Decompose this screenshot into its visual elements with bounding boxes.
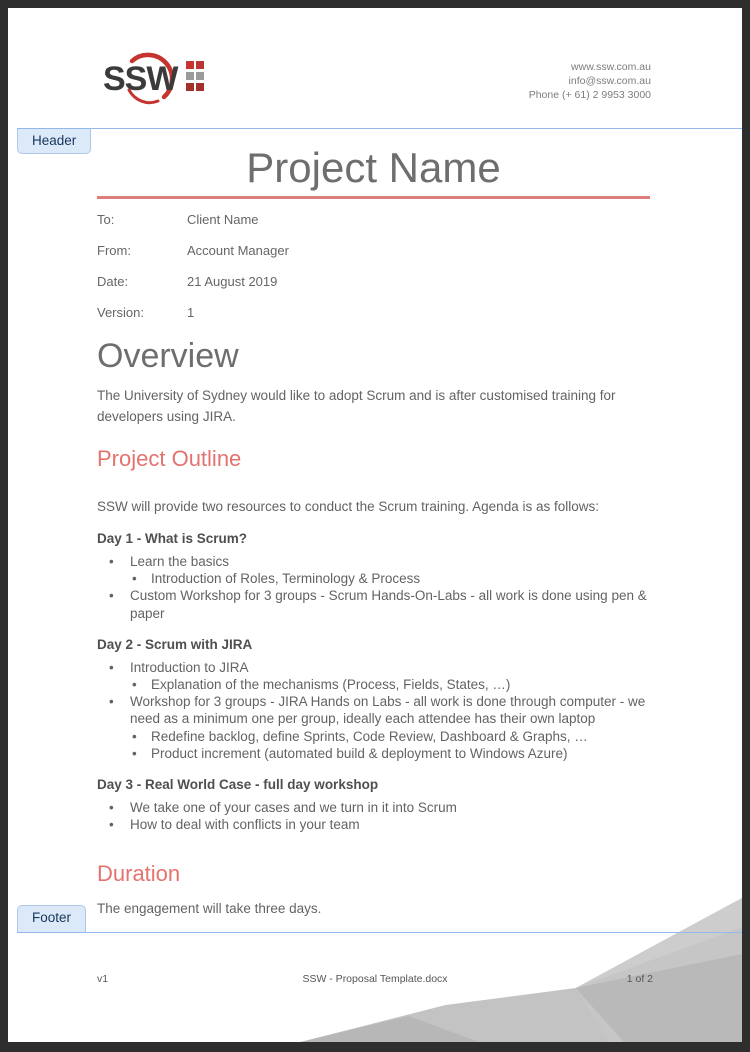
- bullet-item: [109, 553, 650, 570]
- bullet-item: [132, 676, 650, 693]
- bullet-text: Explanation of the mechanisms (Process, Fields, States, …): [151, 677, 511, 693]
- bullet-item: [132, 728, 650, 745]
- bullet-text: Introduction to JIRA: [130, 659, 249, 675]
- title-double-rule: [97, 196, 650, 199]
- meta-row-to: [97, 212, 650, 228]
- meta-label: Date:: [97, 274, 129, 289]
- day-title: Day 3 - Real World Case - full day workshop: [97, 777, 379, 793]
- contact-email: info@ssw.com.au: [568, 75, 651, 87]
- footer-region-tab[interactable]: Footer: [17, 905, 86, 932]
- document-page: [8, 8, 742, 1042]
- bullet-item: [132, 745, 650, 762]
- bullet-item: [109, 816, 650, 833]
- footer-version: v1: [97, 973, 109, 985]
- page-title: Project Name: [246, 144, 501, 191]
- meta-label: From:: [97, 243, 131, 258]
- ssw-logo: [98, 46, 210, 108]
- day-block: [97, 530, 650, 622]
- day-title: Day 1 - What is Scrum?: [97, 531, 248, 546]
- day-block: [97, 636, 650, 762]
- bullet-icon: •: [132, 677, 137, 693]
- bullet-item: [132, 570, 650, 587]
- bullet-item: [109, 587, 650, 621]
- bullet-text: Custom Workshop for 3 groups - Scrum Hands-On-Labs - all work is done using pen & paper: [130, 588, 647, 621]
- bullet-text: Product increment (automated build & deployment to Windows Azure): [151, 745, 568, 761]
- bullet-text: We take one of your cases and we turn in it into Scrum: [130, 800, 457, 816]
- header-boundary-line: [17, 128, 742, 129]
- overview-heading: Overview: [97, 337, 239, 375]
- bullet-text: Workshop for 3 groups - JIRA Hands on Labs - all work is done through computer - we need as a minimum one per group, ideally each attendee has their own laptop: [130, 694, 646, 727]
- meta-row-version: [97, 305, 650, 321]
- contact-website: www.ssw.com.au: [571, 61, 651, 73]
- project-outline-intro: SSW will provide two resources to conduct the Scrum training. Agenda is as follows:: [97, 499, 599, 514]
- day-block: [97, 776, 650, 833]
- bullet-icon: •: [109, 588, 114, 604]
- document-content: [97, 142, 650, 919]
- bullet-icon: •: [109, 659, 114, 675]
- footer-boundary-line: [17, 932, 742, 933]
- ssw-logo-icon: [98, 46, 210, 108]
- footer-page-number: 1 of 2: [626, 973, 653, 985]
- bullet-icon: •: [109, 817, 114, 833]
- footer-row: [8, 973, 742, 989]
- meta-row-date: [97, 274, 650, 290]
- bullet-text: Introduction of Roles, Terminology & Process: [151, 571, 421, 587]
- bullet-icon: •: [132, 571, 137, 587]
- bullet-list: [97, 659, 650, 762]
- meta-value: Client Name: [187, 212, 259, 227]
- bullet-text: Learn the basics: [130, 554, 230, 569]
- contact-phone: Phone (+ 61) 2 9953 3000: [528, 89, 651, 101]
- meta-label: Version:: [97, 305, 144, 320]
- days-container: [97, 530, 650, 833]
- bullet-item: [109, 693, 650, 727]
- bullet-icon: •: [109, 694, 114, 710]
- meta-row-from: [97, 243, 650, 259]
- bullet-text: Redefine backlog, define Sprints, Code Review, Dashboard & Graphs, …: [151, 728, 588, 744]
- bullet-icon: •: [109, 554, 114, 569]
- contact-block: [529, 60, 651, 102]
- footer-filename: SSW - Proposal Template.docx: [302, 973, 448, 985]
- bullet-text: How to deal with conflicts in your team: [130, 817, 360, 833]
- bullet-icon: •: [132, 728, 137, 744]
- meta-value: 1: [187, 305, 195, 320]
- meta-label: To:: [97, 212, 115, 227]
- bullet-list: [97, 553, 650, 622]
- project-outline-heading: Project Outline: [97, 446, 242, 471]
- bullet-icon: •: [132, 745, 137, 761]
- bullet-item: [109, 799, 650, 816]
- day-title: Day 2 - Scrum with JIRA: [97, 636, 253, 652]
- overview-paragraph: The University of Sydney would like to adopt Scrum and is after customised training for developers using JIRA.: [97, 388, 616, 424]
- logo-text: SSW: [103, 60, 178, 98]
- duration-heading: Duration: [97, 861, 181, 887]
- bullet-list: [97, 799, 650, 833]
- meta-table: [97, 212, 650, 321]
- meta-value: 21 August 2019: [187, 274, 278, 289]
- header-region-tab[interactable]: Header: [17, 129, 91, 154]
- meta-value: Account Manager: [187, 243, 289, 258]
- bullet-icon: •: [109, 800, 114, 816]
- bullet-item: [109, 659, 650, 676]
- duration-paragraph: The engagement will take three days.: [97, 901, 322, 917]
